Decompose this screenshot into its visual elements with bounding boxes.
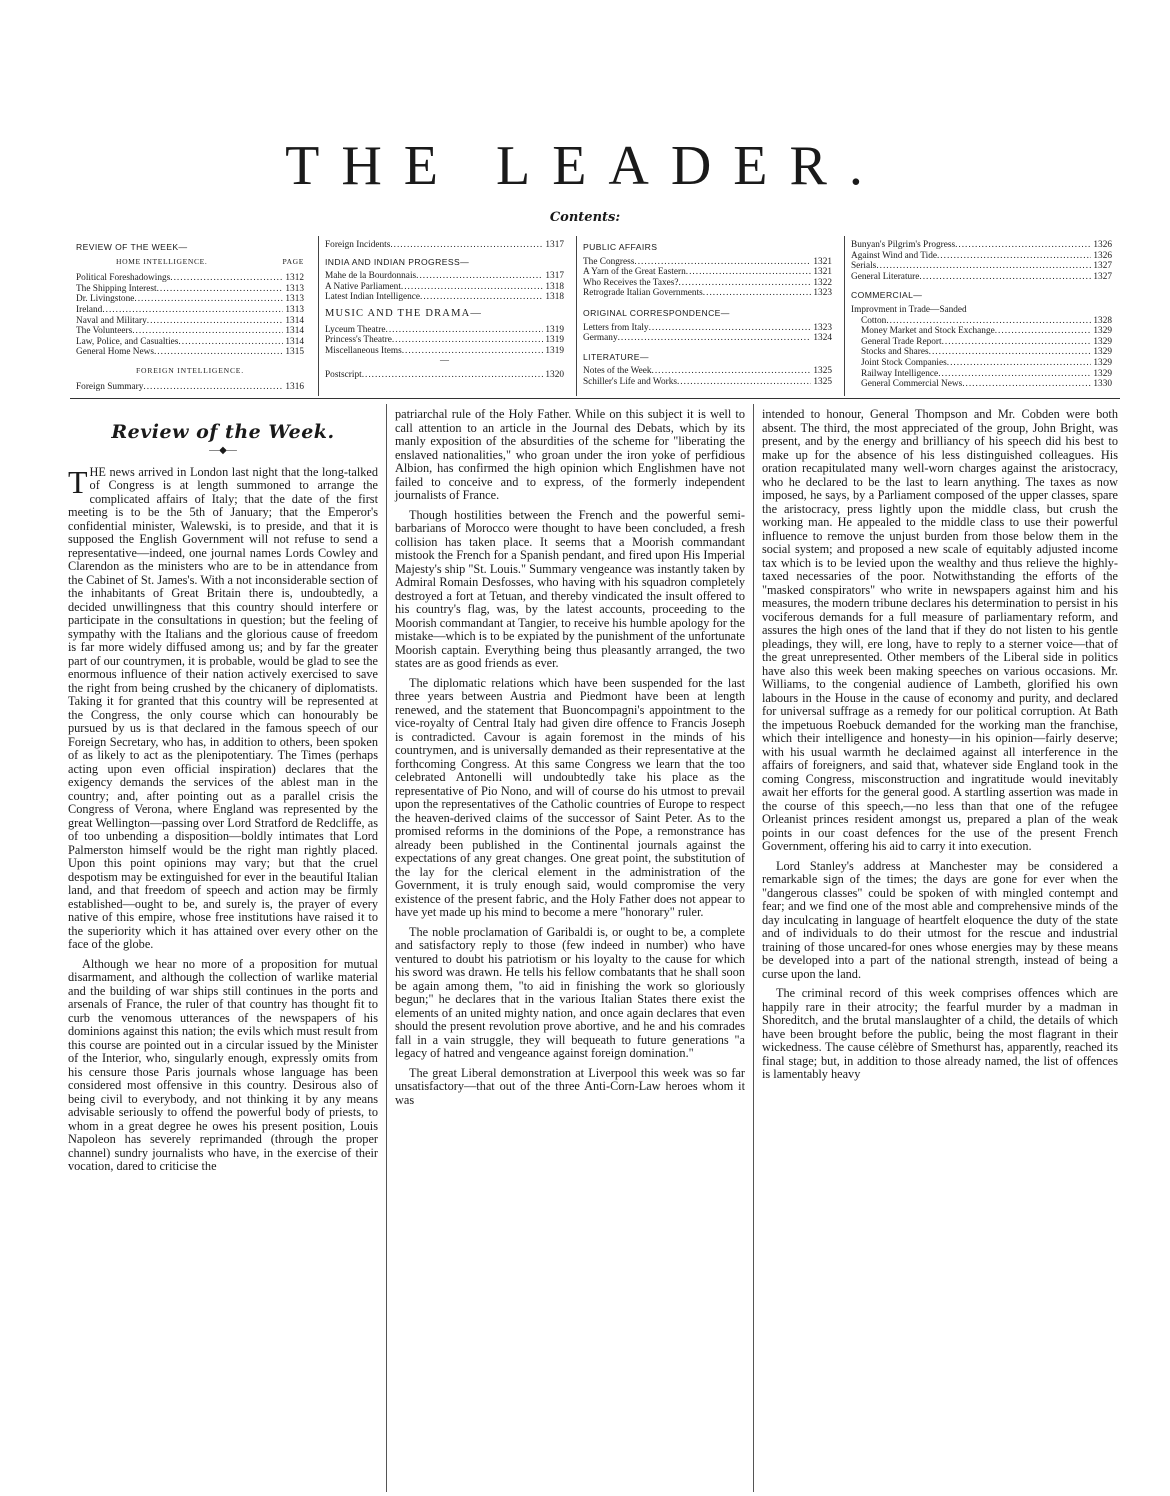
toc-entry-title: A Native Parliament bbox=[325, 281, 401, 292]
toc-column-4 bbox=[844, 236, 1118, 396]
toc-list-home bbox=[76, 273, 304, 358]
toc-leader-dots bbox=[677, 377, 811, 388]
toc-entry-title: Bunyan's Pilgrim's Progress bbox=[851, 240, 956, 250]
table-of-contents bbox=[70, 236, 1120, 399]
toc-heading-public-affairs: PUBLIC AFFAIRS bbox=[583, 242, 658, 252]
toc-entry-page: 1325 bbox=[813, 376, 832, 387]
toc-list-public bbox=[583, 257, 832, 299]
toc-list-india bbox=[325, 271, 564, 303]
toc-entry-page: 1319 bbox=[545, 335, 564, 346]
toc-entry-title: Ireland bbox=[76, 304, 103, 315]
article-paragraph: The noble proclamation of Garibaldi is, or ought to be, a complete and satisfactory reply to those (few indeed in number) who have ventured to doubt his patriotism or his loyalty to the cause for which his sword was drawn. He tells his fellow combatants that he shall soon be again among them, "to aid in finishing the work so gloriously begun;" he declares that in the various Italian States there exist the elements of an united mighty nation, and once again declares that even should the present revolution prove abortive, and he and his comrades fall in a vain struggle, they will bequeath to future generations "a legacy of hatred and vengeance against foreign domination." bbox=[395, 924, 745, 1060]
toc-leader-dots bbox=[390, 240, 543, 251]
toc-column-2 bbox=[318, 236, 570, 396]
toc-leader-dots bbox=[652, 366, 812, 377]
toc-leader-dots bbox=[995, 326, 1092, 337]
toc-entry-page: 1325 bbox=[813, 366, 832, 377]
toc-entry-page: 1314 bbox=[285, 326, 304, 337]
toc-entry-page: 1327 bbox=[1093, 271, 1112, 282]
toc-entry[interactable] bbox=[583, 366, 832, 377]
toc-entry-title: Princess's Theatre bbox=[325, 335, 392, 346]
article-paragraph: patriarchal rule of the Holy Father. While on this subject it is well to call attention to an article in the Journal des Debats, which by its manly exposition of the absurdities of the scheme for "liberating the enslaved nationalities," who groan under the iron yoke of perfidious Albion, has confirmed the high opinion which Englishmen have not failed to conceive and to express, of the formerly independent journalists of France. bbox=[395, 407, 745, 502]
toc-heading-music: MUSIC AND THE DRAMA— bbox=[325, 307, 483, 319]
toc-entry-title: Against Wind and Tide bbox=[851, 250, 937, 261]
toc-list-correspondence bbox=[583, 323, 832, 344]
toc-leader-dots bbox=[420, 292, 543, 303]
toc-leader-dots bbox=[618, 333, 812, 344]
article-column-1 bbox=[68, 404, 384, 1494]
toc-entry-page: 1319 bbox=[545, 345, 564, 356]
article-paragraph: intended to honour, General Thompson and Mr. Cobden were both absent. The third, the most appreciated of the group, John Bright, was present, and by the energy and brilliancy of his speech did his best to make up for the absence of his less distinguished colleagues. His oration recapitulated many well-worn charges against the aristocracy, who he declared to be the last to learn anything. The taxes as now imposed, he says, by a Parliament composed of the upper classes, spare the aristocracy, press lightly upon the middle class, but crush the working man. He appealed to the middle class to use their powerful influence to remove the unjust burden from those below them in the social system; and proposed a new scale of equitably adjusted income tax which is to be levied upon the wealthy and thus relieve the highly-taxed necessaries of the poor. Notwithstanding the efforts of the "masked conspirators" who write in newspapers against him and his measures, the modern tribune declares his determination to persist in his vociferous demands for a full measure of parliamentary reform, and assures the high ones of the land that if they do not listen to his gentle pleadings, they will, ere long, have to reply to a sterner voice—that of the great unrepresented. Other members of the Liberal side in politics have also this week been making speeches on various occasions. Mr. Williams, to the congenial audience of Lambeth, glorified his own labours in the House in the cause of economy and purity, and declared for universal suffrage as a remedy for our political corruption. At Bath the impetuous Roebuck demanded for the working man the franchise, which their intelligence and honesty—in his opinion—fairly deserve; with his usual warmth he declaimed against all interference in the affairs of foreigners, and said that, whatever side England took in the coming Congress, misconstruction and ingratitude would inevitably await her efforts for the general good. A startling assertion was made in the course of this speech,—no less than that one of the refugee Orleanist princes resident amongst us, prepared a plan of the weak points in our coast defences for the use of the present French Government, offering his aid to carry it into execution. bbox=[762, 407, 1118, 853]
toc-list-foreign bbox=[76, 382, 304, 393]
toc-entry[interactable] bbox=[76, 273, 304, 284]
toc-entry-title: Mahe de la Bourdonnais bbox=[325, 271, 417, 282]
toc-entry-page: 1326 bbox=[1093, 240, 1112, 250]
toc-leader-dots bbox=[942, 337, 1092, 348]
toc-leader-dots bbox=[132, 326, 283, 337]
toc-entry-title: Foreign Incidents bbox=[325, 240, 391, 250]
toc-entry-title: Cotton bbox=[861, 315, 887, 326]
drop-cap: T bbox=[68, 463, 88, 500]
toc-entry-page: 1326 bbox=[1093, 250, 1112, 261]
toc-entry-title: Railway Intelligence bbox=[861, 368, 939, 379]
toc-heading-india: INDIA AND INDIAN PROGRESS— bbox=[325, 256, 470, 267]
toc-leader-dots bbox=[686, 267, 812, 278]
article-paragraph: THE news arrived in London last night that the long-talked of Congress is at length summoned to arrange the complicated affairs of Italy; that the date of the first meeting is to be the 5th of January; that the Emperor's confidential minister, Walewski, is to preside, and that it is supposed the English Government will not refuse to send a representative—indeed, one journal names Lords Cowley and Clarendon as the ministers who are to be in attendance from the Cabinet of St. James's. With a not inconsiderable section of the inhabitants of Great Britain there is, undoubtedly, a decided unwillingness that this country should interfere or participate in the consultations in question; but the feeling of sympathy with the Italians and the glorious cause of freedom is far more widely diffused among us; and by far the greater part of our countrymen, it is probable, would be glad to see the enormous influence of their nation actively exercised to save the right from being crushed by the chicanery of diplomatists. Taking it for granted that this country will be represented at the Congress, the only course which can honourably be pursued by us is that declared in the famous speech of our Foreign Secretary, who has, in addition to others, been spoken of as likely to act as the plenipotentiary. The Times (perhaps acting upon even official inspiration) declares that the exigency demands the services of the ablest man in the country; and, after pointing out as a parallel crisis the Congress of Verona, where England was represented by the great Wellington—passing over Lord Stratford de Redcliffe, as of too unbending a disposition—boldly intimates that Lord Palmerston himself would be the right man rightly placed. Upon this point opinions may vary; but that the cruel despotism may be extinguished for ever in the beautiful Italian land, and that freedom of speech and action may be firmly established—ought to be, and surely is, the prayer of every native of this empire, whose free institutions have raised it to the superiority which it has attained over every other on the face of the globe. bbox=[68, 463, 378, 951]
toc-list-commercial bbox=[851, 316, 1112, 390]
toc-leader-dots bbox=[937, 251, 1091, 262]
toc-column-3 bbox=[576, 236, 838, 396]
toc-list-literature bbox=[583, 366, 832, 387]
toc-entry-title: Lyceum Theatre bbox=[325, 324, 386, 335]
toc-leader-dots bbox=[178, 337, 283, 348]
toc-entry-page: 1314 bbox=[285, 336, 304, 347]
toc-leader-dots bbox=[938, 369, 1091, 380]
toc-entry[interactable] bbox=[851, 261, 1112, 272]
toc-entry-title: Naval and Military bbox=[76, 315, 147, 326]
toc-entry-page: 1327 bbox=[1093, 261, 1112, 272]
toc-entry[interactable] bbox=[583, 257, 832, 268]
toc-subheading-home: HOME INTELLIGENCE. bbox=[116, 256, 208, 266]
toc-entry-title: Germany bbox=[583, 333, 618, 344]
toc-entry-page: 1321 bbox=[813, 256, 832, 267]
toc-entry-page: 1313 bbox=[285, 304, 304, 315]
article-paragraph: The great Liberal demonstration at Liverpool this week was so far unsatisfactory—that out of the three Anti-Corn-Law heroes whom it was bbox=[395, 1065, 745, 1107]
toc-entry[interactable] bbox=[851, 272, 1112, 283]
toc-entry-page: 1323 bbox=[813, 288, 832, 299]
toc-entry-title: Letters from Italy bbox=[583, 322, 649, 333]
toc-entry-page: 1313 bbox=[285, 294, 304, 305]
toc-entry[interactable] bbox=[76, 326, 304, 337]
toc-entry[interactable] bbox=[583, 288, 832, 299]
toc-entry-title: General Home News bbox=[76, 347, 154, 358]
toc-leader-dots bbox=[703, 288, 812, 299]
toc-entry-page: 1328 bbox=[1093, 315, 1112, 326]
toc-entry-title: Foreign Summary bbox=[76, 381, 144, 392]
toc-entry[interactable] bbox=[861, 369, 1112, 380]
toc-subheading-foreign: FOREIGN INTELLIGENCE. bbox=[136, 365, 244, 375]
column-rule bbox=[753, 404, 754, 1492]
toc-entry[interactable] bbox=[325, 335, 564, 346]
toc-entry-title: The Congress bbox=[583, 256, 635, 267]
article-paragraph: Though hostilities between the French and the powerful semi-barbarians of Morocco were thought to have been concluded, a fresh collision has taken place. It seems that a Moorish commandant mistook the French for a Spanish pendant, and fired upon His Imperial Majesty's ship "St. Louis." Summary vengeance was instantly taken by Admiral Romain Desfosses, who having with his squadron completely destroyed a fort at Tetuan, and thereby vindicated the insult offered to his country's flag, was, by the latest accounts, proceeding to the Moorish commandant at Tangier, to receive his humble apology for the mistake—which is to be expiated by the punishment of the unfortunate Moorish captain. Everything being thus pleasantly arranged, the two states are as good friends as ever. bbox=[395, 507, 745, 670]
toc-entry[interactable] bbox=[76, 294, 304, 305]
toc-entry-title: The Shipping Interest bbox=[76, 283, 157, 294]
toc-entry[interactable] bbox=[583, 377, 832, 388]
article-paragraph: The criminal record of this week comprises offences which are happily rare in their atrocity; the fearful murder by a madman in Shoreditch, and the brutal manslaughter of a child, the details of which have been brought before the public, being the most flagrant in their wickedness. The cause célèbre of Smethurst has, apparently, reached its final stage; but, in addition to those already named, the list of offences is lamentably heavy bbox=[762, 986, 1118, 1081]
toc-entry[interactable] bbox=[583, 333, 832, 344]
toc-entry-title: General Literature bbox=[851, 271, 920, 282]
toc-entry-page: 1329 bbox=[1093, 326, 1112, 337]
toc-entry-title: A Yarn of the Great Eastern bbox=[583, 267, 686, 278]
toc-leader-dots bbox=[416, 271, 543, 282]
toc-entry[interactable] bbox=[861, 326, 1112, 337]
toc-entry[interactable] bbox=[325, 292, 564, 303]
toc-entry-page: 1322 bbox=[813, 277, 832, 288]
toc-entry-title: Postscript bbox=[325, 370, 362, 381]
toc-entry[interactable] bbox=[851, 251, 1112, 262]
toc-leader-dots bbox=[143, 382, 283, 393]
toc-entry-page: 1317 bbox=[545, 271, 564, 282]
toc-entry-title: Schiller's Life and Works bbox=[583, 376, 677, 387]
toc-entry-title: Political Foreshadowings bbox=[76, 273, 171, 284]
toc-leader-dots bbox=[919, 272, 1091, 283]
article-column-3 bbox=[758, 404, 1122, 1494]
toc-page-label: PAGE bbox=[282, 256, 304, 266]
heading-ornament: —◆— bbox=[209, 444, 237, 456]
toc-entry-page: 1329 bbox=[1093, 336, 1112, 347]
toc-leader-dots bbox=[634, 257, 811, 268]
toc-entry-title: General Trade Report bbox=[861, 336, 942, 347]
toc-list-music bbox=[325, 325, 564, 357]
article-col1-text bbox=[68, 463, 378, 1174]
toc-leader-dots bbox=[154, 347, 283, 358]
toc-leader-dots bbox=[134, 294, 283, 305]
toc-leader-dots bbox=[886, 316, 1091, 327]
toc-entry-page: 1330 bbox=[1093, 379, 1112, 390]
toc-entry-page: 1316 bbox=[285, 381, 304, 392]
toc-entry-page: 1321 bbox=[813, 267, 832, 278]
toc-entry[interactable] bbox=[325, 370, 564, 381]
toc-entry-title: Serials bbox=[851, 261, 877, 272]
article-column-2 bbox=[391, 404, 751, 1494]
toc-list-postscript bbox=[325, 370, 564, 381]
toc-entry[interactable] bbox=[861, 347, 1112, 358]
toc-entry-page: 1318 bbox=[545, 281, 564, 292]
toc-entry[interactable] bbox=[583, 267, 832, 278]
toc-entry-title: Who Receives the Taxes? bbox=[583, 277, 679, 288]
toc-leader-dots bbox=[929, 347, 1092, 358]
toc-entry-title: Money Market and Stock Exchange bbox=[861, 326, 995, 337]
toc-entry[interactable] bbox=[325, 325, 564, 336]
toc-entry-page: 1329 bbox=[1093, 347, 1112, 358]
toc-entry-page: 1312 bbox=[285, 273, 304, 284]
toc-leader-dots bbox=[962, 379, 1091, 390]
toc-leader-dots bbox=[876, 261, 1091, 272]
toc-entry[interactable] bbox=[325, 240, 564, 251]
toc-leader-dots bbox=[147, 316, 284, 327]
toc-entry[interactable] bbox=[325, 271, 564, 282]
toc-column-1 bbox=[70, 236, 310, 396]
toc-leader-dots bbox=[402, 346, 544, 357]
toc-commercial-first-line: Improvment in Trade—Sanded bbox=[851, 304, 967, 315]
toc-leader-dots bbox=[649, 323, 812, 334]
toc-entry-page: 1313 bbox=[285, 283, 304, 294]
toc-list-literature-cont bbox=[851, 240, 1112, 282]
masthead-title: THE LEADER. bbox=[285, 135, 885, 197]
toc-entry[interactable] bbox=[861, 358, 1112, 369]
toc-heading-commercial: COMMERCIAL— bbox=[851, 290, 923, 301]
review-heading: Review of the Week. bbox=[111, 421, 335, 443]
toc-heading-literature: LITERATURE— bbox=[583, 351, 649, 362]
toc-entry[interactable] bbox=[583, 278, 832, 289]
toc-entry-title: Miscellaneous Items bbox=[325, 345, 402, 356]
contents-label: Contents: bbox=[549, 210, 621, 225]
toc-entry-page: 1320 bbox=[545, 370, 564, 381]
toc-leader-dots bbox=[102, 305, 283, 316]
toc-entry-title: Latest Indian Intelligence bbox=[325, 292, 420, 303]
toc-entry[interactable] bbox=[583, 323, 832, 334]
article-col3-text bbox=[762, 408, 1118, 1082]
toc-entry-title: Notes of the Week bbox=[583, 366, 652, 377]
column-rule bbox=[386, 404, 387, 1492]
toc-entry-page: 1324 bbox=[813, 333, 832, 344]
toc-entry[interactable] bbox=[851, 240, 1112, 251]
toc-entry-page: 1329 bbox=[1093, 368, 1112, 379]
toc-entry[interactable] bbox=[76, 284, 304, 295]
toc-entry[interactable] bbox=[76, 305, 304, 316]
toc-entry[interactable] bbox=[861, 337, 1112, 348]
toc-entry[interactable] bbox=[325, 282, 564, 293]
toc-leader-dots bbox=[392, 335, 544, 346]
article-col2-text bbox=[395, 408, 745, 1107]
toc-leader-dots bbox=[170, 273, 283, 284]
toc-entry-title: General Commercial News bbox=[861, 379, 963, 390]
toc-entry[interactable] bbox=[76, 316, 304, 327]
toc-leader-dots bbox=[386, 325, 544, 336]
toc-leader-dots bbox=[678, 278, 811, 289]
toc-leader-dots bbox=[401, 282, 544, 293]
toc-entry[interactable] bbox=[76, 337, 304, 348]
toc-entry-title: Stocks and Shares bbox=[861, 347, 929, 358]
toc-entry-page: 1318 bbox=[545, 292, 564, 303]
toc-entry-title: Law, Police, and Casualties bbox=[76, 336, 179, 347]
toc-leader-dots bbox=[157, 284, 284, 295]
toc-entry-page: 1319 bbox=[545, 324, 564, 335]
toc-entry[interactable] bbox=[76, 382, 304, 393]
toc-entry[interactable] bbox=[861, 379, 1112, 390]
toc-heading-review: REVIEW OF THE WEEK— bbox=[76, 242, 188, 252]
toc-entry-title: Joint Stock Companies bbox=[861, 357, 947, 368]
article-paragraph: Lord Stanley's address at Manchester may be considered a remarkable sign of the times; the days are gone for ever when the "dangerous classes" could be spoken of with mingled contempt and fear; and we find one of the most able and comprehensive minds of the day inculcating in language of heartfelt eloquence the duty of the state and of individuals to do their utmost for the rescue and industrial training of those uncared-for ones whose energies may by these means be developed into a part of the national strength, instead of being a curse upon the land. bbox=[762, 858, 1118, 981]
toc-entry-page: 1323 bbox=[813, 322, 832, 333]
toc-entry-page: 1315 bbox=[285, 347, 304, 358]
toc-leader-dots bbox=[955, 240, 1091, 251]
toc-entry-title: Retrograde Italian Governments bbox=[583, 288, 703, 299]
toc-entry[interactable] bbox=[76, 347, 304, 358]
toc-entry-page: 1314 bbox=[285, 315, 304, 326]
toc-divider: — bbox=[440, 355, 449, 366]
toc-entry-title: Dr. Livingstone bbox=[76, 294, 135, 305]
article-paragraph: Although we hear no more of a proposition for mutual disarmament, and although the collection of warlike material and the building of war ships still continues in the ports and arsenals of France, the ruler of that country has thought fit to curb the venomous utterances of the newspapers of his dominions against this nation; the evils which must result from this course are pointed out in a circular issued by the Minister of the Interior, who, singularly enough, expressly omits from his censure those Paris journals whose language has been considered most offensive in this country. Desirous also of being civil to everybody, and not thinking it by any means advisable seriously to offend the powerful body of priests, to whom in a great degree he owes his present position, Louis Napoleon has severely reprimanded (through the proper channel) sundry journalists who have, in the exercise of their vocation, dared to criticise the bbox=[68, 956, 378, 1173]
toc-heading-correspondence: ORIGINAL CORRESPONDENCE— bbox=[583, 307, 730, 318]
toc-list-foreign-incidents bbox=[325, 240, 564, 251]
toc-leader-dots bbox=[362, 370, 544, 381]
article-paragraph: The diplomatic relations which have been suspended for the last three years between Austria and Piedmont have been at length renewed, and the statement that Buoncompagni's appointment to the vice-royalty of Central Italy had given dire offence to Francis Joseph is contradicted. Cavour is again foremost in the minds of his countrymen, and is universally demanded as their representative at the forthcoming Congress. At this same Congress we learn that the too celebrated Antonelli will undoubtedly take his place as the representative of Pio Nono, and will of course do his utmost to prevail upon the representatives of the Catholic countries of Europe to respect the heaven-derived claims of the successor of Saint Peter. As to the promised reforms in the dominions of the Pope, a remonstrance has already been published in the Continental journals against the expectations of any great changes. One great point, the substitution of the lay for the clerical element in the administration of the Government, it is truly enough said, would compromise the very existence of the present fabric, and the Holy Father does not appear to have yet made up his mind to become a mere "honorary" ruler. bbox=[395, 675, 745, 919]
toc-entry-page: 1329 bbox=[1093, 357, 1112, 368]
toc-entry-title: The Volunteers bbox=[76, 326, 133, 337]
toc-entry-page: 1317 bbox=[545, 240, 564, 250]
toc-entry[interactable] bbox=[861, 316, 1112, 327]
toc-leader-dots bbox=[947, 358, 1092, 369]
